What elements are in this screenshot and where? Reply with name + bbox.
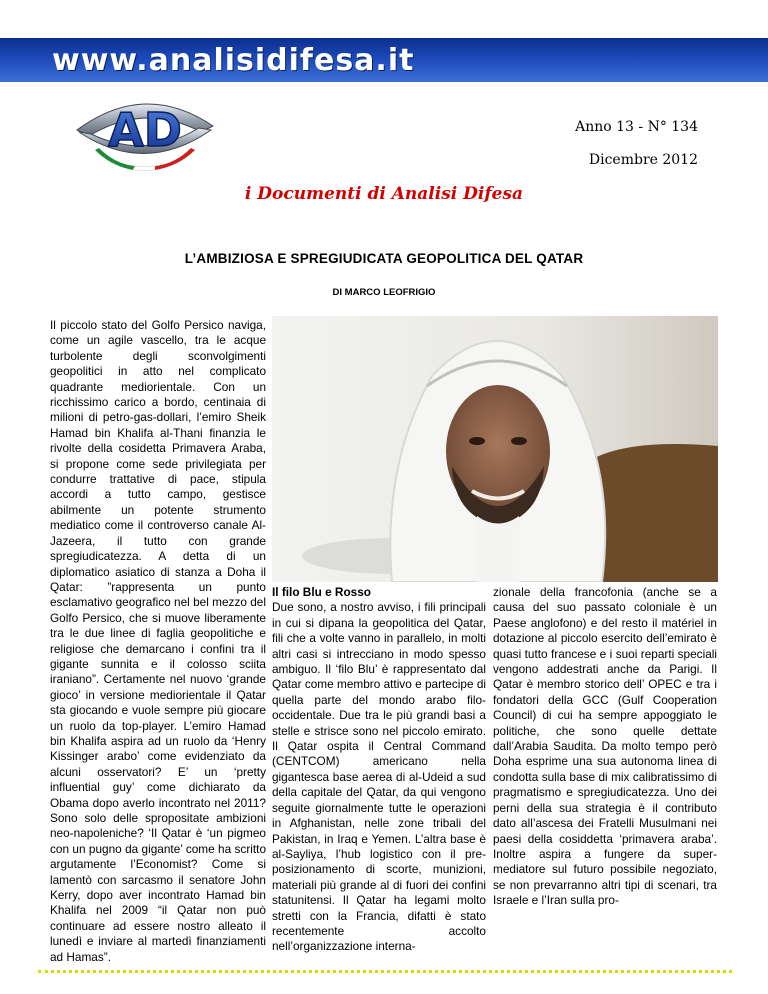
- article-column-3: zionale della francofonia (anche se a causa del suo passato coloniale è un Paese anglofono) e del resto il matériel in dotazione al piccolo esercito dell’emirato è quasi tutto francese e i suoi reparti speciali vengono addestrati anche da Parigi. Il Qatar è membro storico dell’ OPEC e tra i fondatori della GCC (Gulf Cooperation Council) di cui ha sempre appoggiato le politiche, che sono quelle dettate dall’Arabia Saudita. Da molto tempo però Doha esprime una sua autonoma linea di condotta sulla base di mix calibratissimo di pragmatismo e spregiudicatezza. Uno dei perni della sua strategia è il contributo dato all’ascesa dei Fratelli Musulmani nei paesi della cosiddetta ‘primavera araba’. Inoltre aspira a fungere da super-mediatore sul futuro possibile negoziato, se non prevarranno altri tipi di scenari, tra Israele e l’Iran sulla pro-: [493, 585, 717, 908]
- article-title: L’AMBIZIOSA E SPREGIUDICATA GEOPOLITICA DEL QATAR: [184, 251, 584, 266]
- analisi-difesa-logo: [75, 86, 215, 172]
- emir-portrait-photo: [272, 316, 718, 582]
- section-subheading: Il filo Blu e Rosso: [272, 585, 371, 599]
- footer-dotted-divider: [38, 970, 732, 973]
- article-column-1: Il piccolo stato del Golfo Persico naviga, come un agile vascello, tra le acque turbolente degli sconvolgimenti geopolitici in atto nel complicato quadrante mediorientale. Con un ricchissimo carico a bordo, centinaia di milioni di petro-gas-dollari, l’emiro Sheik Hamad bin Khalifa al-Thani finanzia le rivolte della cosidetta Primavera Araba, si propone come sede privilegiata per condurre trattative di pace, stipula accordi a tutto campo, gestisce abilmente un potente strumento mediatico come il controverso canale Al-Jazeera, il tutto con grande spregiudicatezza. A detta di un diplomatico asiatico di stanza a Doha il Qatar: ”rappresenta un punto esclamativo geografico nel bel mezzo del Golfo Persico, che si muove liberamente tra le due linee di faglia geopolitiche e religiose che demarcano i confini tra il gigante sunnita e il colosso sciita iraniano”. Certamente nel nuovo ‘grande gioco’ in versione mediorientale il Qatar sta giocando e vuole sempre più giocare un ruolo da top-player. L’emiro Hamad bin Khalifa aspira ad un ruolo da ‘Henry Kissinger arabo’ come evidenziato da alcuni osservatori? E’ un ‘pretty influential guy’ come dichiarato da Obama dopo averlo incontrato nel 2011? Sono solo delle spropositate ambizioni neo-napoleniche? ‘Il Qatar è ‘un pigmeo con un pugno da gigante’ come ha scritto argutamente l’Economist? Come si lamentò con sarcasmo il senatore John Kerry, dopo aver incontrato Hamad bin Khalifa nel 2009 “il Qatar non può continuare ad essere nostro alleato il lunedì e inviare al martedì finanziamenti ad Hamas”.: [50, 318, 266, 964]
- article-column-2: [272, 585, 486, 955]
- site-url[interactable]: www.analisidifesa.it: [52, 43, 415, 78]
- issue-date: Dicembre 2012: [588, 152, 698, 168]
- article-column-2-text: Due sono, a nostro avviso, i fili principali in cui si dipana la geopolitica del Qatar, fili che a volte vanno in parallelo, in molti altri casi si intrecciano in modo spesso ambiguo. Il ‘filo Blu’ è rappresentato dal Qatar come membro attivo e partecipe di quella parte del mondo arabo filo-occidentale. Due tra le più grandi basi a stelle e strisce sono nel piccolo emirato. Il Qatar ospita il Central Command (CENTCOM) americano nella gigantesca base aerea di al-Udeid a sud della capitale del Qatar, da qui vengono seguite giornalmente tutte le operazioni in Afghanistan, nelle zone tribali del Pakistan, in Iraq e Yemen. L’altra base è al-Sayliya, l’hub logistico con il pre-posizionamento di scorte, munizioni, materiali più grande al di fuori dei confini statunitensi. Il Qatar ha legami molto stretti con la Francia, difatti è stato recentemente accolto nell’organizzazione interna-: [272, 600, 486, 954]
- series-title: i Documenti di Analisi Difesa: [244, 184, 524, 204]
- issue-number: Anno 13 - N° 134: [575, 119, 698, 135]
- article-byline: DI MARCO LEOFRIGIO: [332, 287, 436, 298]
- logo-lettering: AD: [108, 103, 182, 157]
